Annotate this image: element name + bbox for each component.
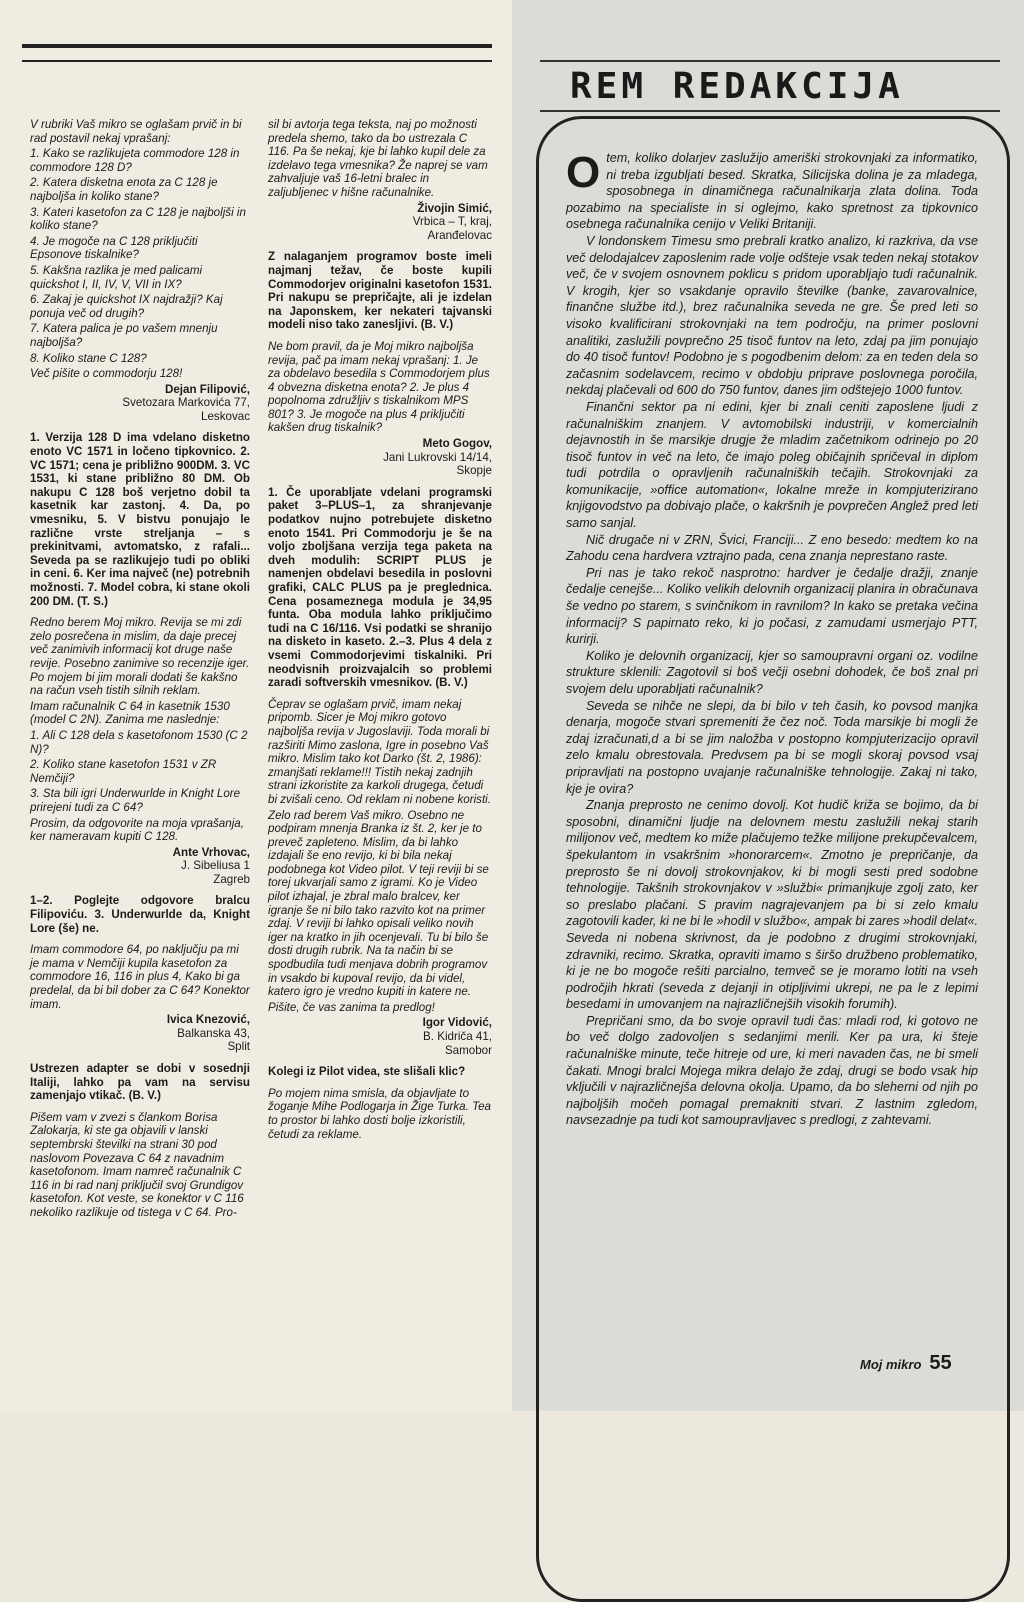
signature-address: Skopje xyxy=(456,464,492,478)
letter-signature xyxy=(268,437,492,478)
letter-signature xyxy=(30,846,250,887)
reader-letter-text: 4. Je mogoče na C 128 priključiti Epsonove tiskalnike? xyxy=(30,234,198,262)
editorial-paragraph: Nič drugače ni v ZRN, Švici, Franciji... Z eno besedo: medtem ko na Zahodu cena hardvera vztrajno pada, cena znanja neprestano raste. xyxy=(566,532,978,564)
editorial-paragraph: Prepričani smo, da bo svoje opravil tudi čas: mladi rod, ki gotovo ne bo več dolgo zadovoljen s sedanjimi merili. Ker pa ura, ki šteje računalniške minute, teče hitreje od ure, ki meri navaden čas, ne bi smeli čakati. Mnogi bralci Mojega mikra delajo že zdaj, drugi se bodo vsak hip vključili v najrazličnejša delovna okolja. Upamo, da bo sleherni od njih po najboljših močeh pomagal premakniti stvari. Z lastnim zgledom, navsezadnje pa tudi kot samoupravljavec s predlogi, z zahtevami. xyxy=(566,1013,978,1128)
signature-address: Zagreb xyxy=(213,872,250,886)
signature-address: Jani Lukrovski 14/14, xyxy=(383,450,492,464)
signature-name: Živojin Simić, xyxy=(417,201,492,215)
editor-answer: Ustrezen adapter se dobi v sosednji Italiji, lahko pa vam na servisu zamenjajo vtikač. (B. V.) xyxy=(30,1062,250,1103)
reader-letter-text: Redno berem Moj mikro. Revija se mi zdi zelo posrečena in mislim, da daje precej več zanimivih informacij kot druge naše revije. Posebno zanimive so recenzije iger. Po mojem bi jim morali dodati še kakšno na račun vseh tistih silnih reklam. xyxy=(30,616,250,698)
top-rule xyxy=(22,44,492,62)
drop-cap: O xyxy=(566,148,601,197)
editor-answer: Z nalaganjem programov boste imeli najmanj težav, če boste kupili Commodorjev originalni kasetofon 1531. Pri nakupu se prepričajte, ali je izdelan na Japonskem, ker nekateri tajvanski modeli niso tako zanesljivi. (B. V.) xyxy=(268,250,492,332)
editorial-paragraph xyxy=(566,150,978,233)
reader-letter-text: 3. Kateri kasetofon za C 128 je najboljši in koliko stane? xyxy=(30,205,246,233)
reader-letter-text: V rubriki Vaš mikro se oglašam prvič in bi rad postavil nekaj vprašanj: xyxy=(30,118,242,145)
signature-address: B. Kidriča 41, xyxy=(423,1030,492,1043)
reader-letter-text: Več pišite o commodorju 128! xyxy=(30,367,183,381)
signature-address: Samobor xyxy=(444,1043,492,1057)
signature-address: J. Sibeliusa 1 xyxy=(181,859,250,873)
reader-letter-text: 6. Zakaj je quickshot IX najdražji? Kaj ponuja več od drugih? xyxy=(30,293,223,320)
reader-letter-text: Prosim, da odgovorite na moja vprašanja, ker nameravam kupiti C 128. xyxy=(30,816,244,844)
editorial-paragraph: Znanja preprosto ne cenimo dovolj. Kot hudič križa se bojimo, da bi sposobni, dinamični ljudje na delovnem mestu zaslužili nekaj starih milijonov več, medtem ko miže plačujemo težke milijone prekupčevalcem, špekulantom in vsakršnim »honorarcem«. Zmotno je prepričanje, da preprosto še ni dovolj strokovnjakov, ki bi mogli sesti pred sodobne tehnologije. Takšnih strokovnjakov v »službi« primanjkuje zgolj zato, ker so preslabo plačani. S pravim nagrajevanjem pa bi si zelo kmalu zagotovili kader, ki ne bi le »hodil v službo«, ampak bi zares »hodil delat«. Seveda ni nobena skrivnost, da je podobno z drugimi strokovnjaki, zdravniki, recimo. Skratka, opraviti imamo s širšo družbeno problematiko, ki je ne bo mogoče rešiti parcialno, temveč se je moramo lotiti na vseh področjih hkrati (seveda z dejanji in otipljivimi ukrepi, ne pa le z lepimi besedami in umovanjem na najrazličnejših visokih forumih). xyxy=(566,798,978,1012)
signature-name: Meto Gogov, xyxy=(422,437,492,451)
page-number: 55 xyxy=(929,1352,952,1374)
letters-column-1 xyxy=(30,118,250,1222)
reader-letter-text: sil bi avtorja tega teksta, naj po možnosti predela shemo, tako da bo ustrezala C 116. Pa še nekaj, kje bi lahko kupil dele za izdelavo tega vmesnika? Že naprej se vam zahvaljuje vaš 16-letni bralec in zaljubljenec v hišne računalnike. xyxy=(268,118,488,199)
letter-signature xyxy=(268,1016,492,1057)
signature-address: Balkanska 43, xyxy=(177,1026,250,1040)
editor-answer: 1–2. Poglejte odgovore bralcu Filipoviću. 3. Underwurlde da, Knight Lore (še) ne. xyxy=(30,894,250,935)
editor-answer: 1. Verzija 128 D ima vdelano disketno enoto VC 1571 in ločeno tipkovnico. 2. VC 1571; cena je približno 900DM. 3. VC 1531, ki stane približno 80 DM. Ob nakupu C 128 boš verjetno dobil ta kasetnik kar zastonj. 4. Da, po vmesniku, 5. V bistvu ponujajo le različne vrste streljanja – s prekinitvami, avtomatsko, z rafali... Seveda pa se razlikujejo tudi po obliki in ceni. 6. Ker ima največ (ne) potrebnih možnosti. 7. Model cobra, ki stane okoli 200 DM. (T. S.) xyxy=(30,431,250,608)
signature-name: Dejan Filipović, xyxy=(164,382,250,396)
reader-letter-text: 2. Koliko stane kasetofon 1531 v ZR Nemčiji? xyxy=(30,758,217,785)
signature-name: Ante Vrhovac, xyxy=(172,845,250,859)
page-footer xyxy=(860,1352,952,1375)
reader-letter-text: 1. Kako se razlikujeta commodore 128 in commodore 128 D? xyxy=(30,147,240,174)
reader-letter-text: 5. Kakšna razlika je med palicami quickshot I, II, IV, V, VII in IX? xyxy=(30,263,203,291)
signature-name: Igor Vidović, xyxy=(422,1016,492,1030)
reader-letter-text: Pišem vam v zvezi s člankom Borisa Zalokarja, ki ste ga objavili v lanski septembrski številki na strani 30 pod naslovom Povezava C 64 z navadnim kasetofonom. Imam namreč računalnik C 116 in bi rad nanj priključil svoj Grundigov kasetofon. Kot veste, se konektor v C 116 nekoliko razlikuje od tistega v C 64. Pro- xyxy=(30,1110,244,1219)
editor-answer: Kolegi iz Pilot videa, ste slišali klic? xyxy=(268,1065,466,1079)
reader-letter-text: Ne bom pravil, da je Moj mikro najboljša revija, pač pa imam nekaj vprašanj: 1. Je za obdelavo besedila s Commodorjem plus 4 obvezna disketna enota? 2. Je plus 4 popolnoma združljiv s tiskalnikom MPS 801? 3. Je mogoče na plus 4 priključiti kakšen drug tiskalnik? xyxy=(268,339,490,435)
editorial-paragraph: Pri nas je tako rekoč nasprotno: hardver je čedalje dražji, znanje čedalje cenejše... Koliko velikih delovnih organizacij planira in obračunava še vedno po starem, s svinčnikom in ravnilom? In kako se pretaka večina informacij? S papirnato reko, ki jo počasi, z zamudami usmerjajo PTT, kurirji. xyxy=(566,565,978,647)
editorial-paragraph: Finančni sektor pa ni edini, kjer bi znali ceniti zaposlene ljudi z računalniškim znanjem. V avtomobilski industriji, v komercialnih dejavnostih in še marsikje drugje že mladim začetnikom odrinejo po 20 tisoč funtov in več na leto, če imajo poleg običajnih spričeval in diplom tudi potrdila o opravljenih računalniških tečajih. Strokovnjaki za komunikacije, »office automation«, lokalne mreže in kompjuterizirano knjigovodstvo pa dobivajo plače, o kakršnih je povprečen Anglež pred leti samo sanjal. xyxy=(566,399,978,531)
reader-letter-text: Čeprav se oglašam prvič, imam nekaj pripomb. Sicer je Moj mikro gotovo najboljša revija v Jugoslaviji. Toda morali bi razširiti Mimo zaslona, Igre in posebno Vaš mikro. Mislim tako kot Darko (št. 2, 1986): zmanjšati reklame!!! Tistih nekaj zadnjih strani izkoristite za karkoli drugega, četudi bi zvišali ceno. Od reklam ni nobene koristi. xyxy=(268,697,491,806)
reader-letter-text: Pišite, če vas zanima ta predlog! xyxy=(268,1000,435,1014)
signature-name: Ivica Knezović, xyxy=(166,1013,250,1027)
reader-letter-text: 8. Koliko stane C 128? xyxy=(30,351,147,365)
letters-column-2 xyxy=(268,118,492,1143)
signature-address: Vrbica – T, kraj, xyxy=(412,215,492,229)
signature-address: Split xyxy=(227,1040,250,1054)
reader-letter-text: Imam računalnik C 64 in kasetnik 1530 (model C 2N). Zanima me naslednje: xyxy=(30,699,230,727)
editorial-paragraph: Seveda se nihče ne slepi, da bi bilo v teh časih, ko povsod manjka denarja, mogoče stvari spremeniti že čez noč. Toda marsikje bi mogli že zdaj izračunati,d a bi se jim naložba v postopno kompjuterizacijo opravil zelo kmalu obrestovala. Predvsem pa bi se mogli skoraj povsod vsaj pripravljati na postopno uvajanje računalniške tehnologije. Zakaj ni tako, kje je ovira? xyxy=(566,698,978,796)
reader-letter-text: 7. Katera palica je po vašem mnenju najboljša? xyxy=(30,322,218,349)
letter-signature xyxy=(30,383,250,424)
editorial-paragraph: V londonskem Timesu smo prebrali kratko analizo, ki razkriva, da vse več delodajalcev zaposlenim rade volje odšteje vsak teden nekaj stotakov več, če v svojem osnovnem poklicu s pridom uporabljajo tudi računalnik. V krogih, kjer so vsakdanje opravilo številke (banke, zavarovalnice, finančne službe itd.), brez računalnika seveda ne gre. Še pred leti so visoko kvalificirani strokovnjaki na tem področju, na primer poslovni analitiki, zaslužili povprečno 25 tisoč funtov na leto, zdaj pa jim ponujajo do 40 tisoč funtov! Podobno je s pogodbenim delom: za en teden dela so začasnim sodelavcem, recimo v obdobju priprave poslovnega poročila, nekdaj plačevali od 600 do 750 funtov, danes jim odštejejo 1000 funtov. xyxy=(566,233,978,398)
reader-letter-text: Imam commodore 64, po naključju pa mi je mama v Nemčiji kupila kasetofon za commodore 16, 116 in plus 4, Kako bi ga predelal, da bi bil dober za C 64? Konektor imam. xyxy=(30,943,250,1011)
reader-letter-text: 2. Katera disketna enota za C 128 je najboljša in koliko stane? xyxy=(30,176,218,203)
editorial-paragraph: Koliko je delovnih organizacij, kjer so samoupravni organi oz. vodilne strukture sklenili: Zagotovil si boš večji osebni dohodek, če boš znal pri svojem delu uporabljati računalnik? xyxy=(566,648,978,696)
magazine-name: Moj mikro xyxy=(860,1357,922,1372)
reader-letter-text: 1. Ali C 128 dela s kasetofonom 1530 (C 2 N)? xyxy=(30,728,248,756)
reader-letter-text: 3. Sta bili igri Underwurlde in Knight Lore prirejeni tudi za C 64? xyxy=(30,787,241,814)
signature-address: Svetozara Markovića 77, xyxy=(122,396,250,410)
reader-letter-text: Po mojem nima smisla, da objavljate to žoganje Mihe Podlogarja in Žige Turka. Tea to prostor bi lahko dosti bolje izkoristili, četudi za reklame. xyxy=(268,1086,491,1141)
rubric-title: REM REDAKCIJA xyxy=(540,60,1000,112)
letter-signature xyxy=(30,1013,250,1054)
reader-letter-text: Zelo rad berem Vaš mikro. Osebno ne podpiram mnenja Branka iz št. 2, ker je to preveč zapleteno. Mislim, da bi lahko izdajali še eno revijo, ki bi bila nekaj podobnega kot Video pilot. V teji reviji bi se torej ukvarjali samo z igrami. Ko je Video pilot izhajal, je zbral malo bralcev, ker igranje še ni bilo tako razvito kot na primer zdaj. V reviji bi lahko opisali veliko novih iger na kratko in jih ocenjevali. Tu bi bilo še dosti drugih rubrik. Na ta način bi se spodbudila tudi menjava dobrih programov in vsakdo bi kupoval revijo, da bi videl, katero igro je vredno kupiti in katere ne. xyxy=(268,808,489,999)
paragraph-text: tem, koliko dolarjev zaslužijo ameriški strokovnjaki za informatiko, ni treba izgubljati besed. Skratka, Silicijska dolina je za mladega, sposobnega in dinamičnega računalnikarja zlata dolina. Toda pozabimo na specialiste in si oglejmo, kako spretnost za tipkovnico osebnega računalnika cenijo v Veliki Britaniji. xyxy=(566,151,978,232)
signature-address: Aranđelovac xyxy=(427,228,492,242)
editor-answer: 1. Če uporabljate vdelani programski paket 3–PLUS–1, za shranjevanje podatkov nujno potrebujete disketno enoto 1541. Pri Commodorju je še na voljo zboljšana verzija tega paketa na dveh modulih: SCRIPT PLUS je namenjen obdelavi besedila in poslovni grafiki, CALC PLUS pa je preglednica. Cena posameznega modula je 34,95 funta. Oba modula lahko priključimo tudi na C 16/116. Vsi podatki se shranijo na disketo in kaseto. 2.–3. Plus 4 dela z vsemi Commodorjevimi tiskalniki. Pri neodvisnih proizvajalcih so problemi zaradi softverskih vmesnikov. (B. V.) xyxy=(268,485,492,690)
editorial-text xyxy=(566,150,978,1129)
letter-signature xyxy=(268,202,492,243)
signature-address: Leskovac xyxy=(201,409,250,423)
